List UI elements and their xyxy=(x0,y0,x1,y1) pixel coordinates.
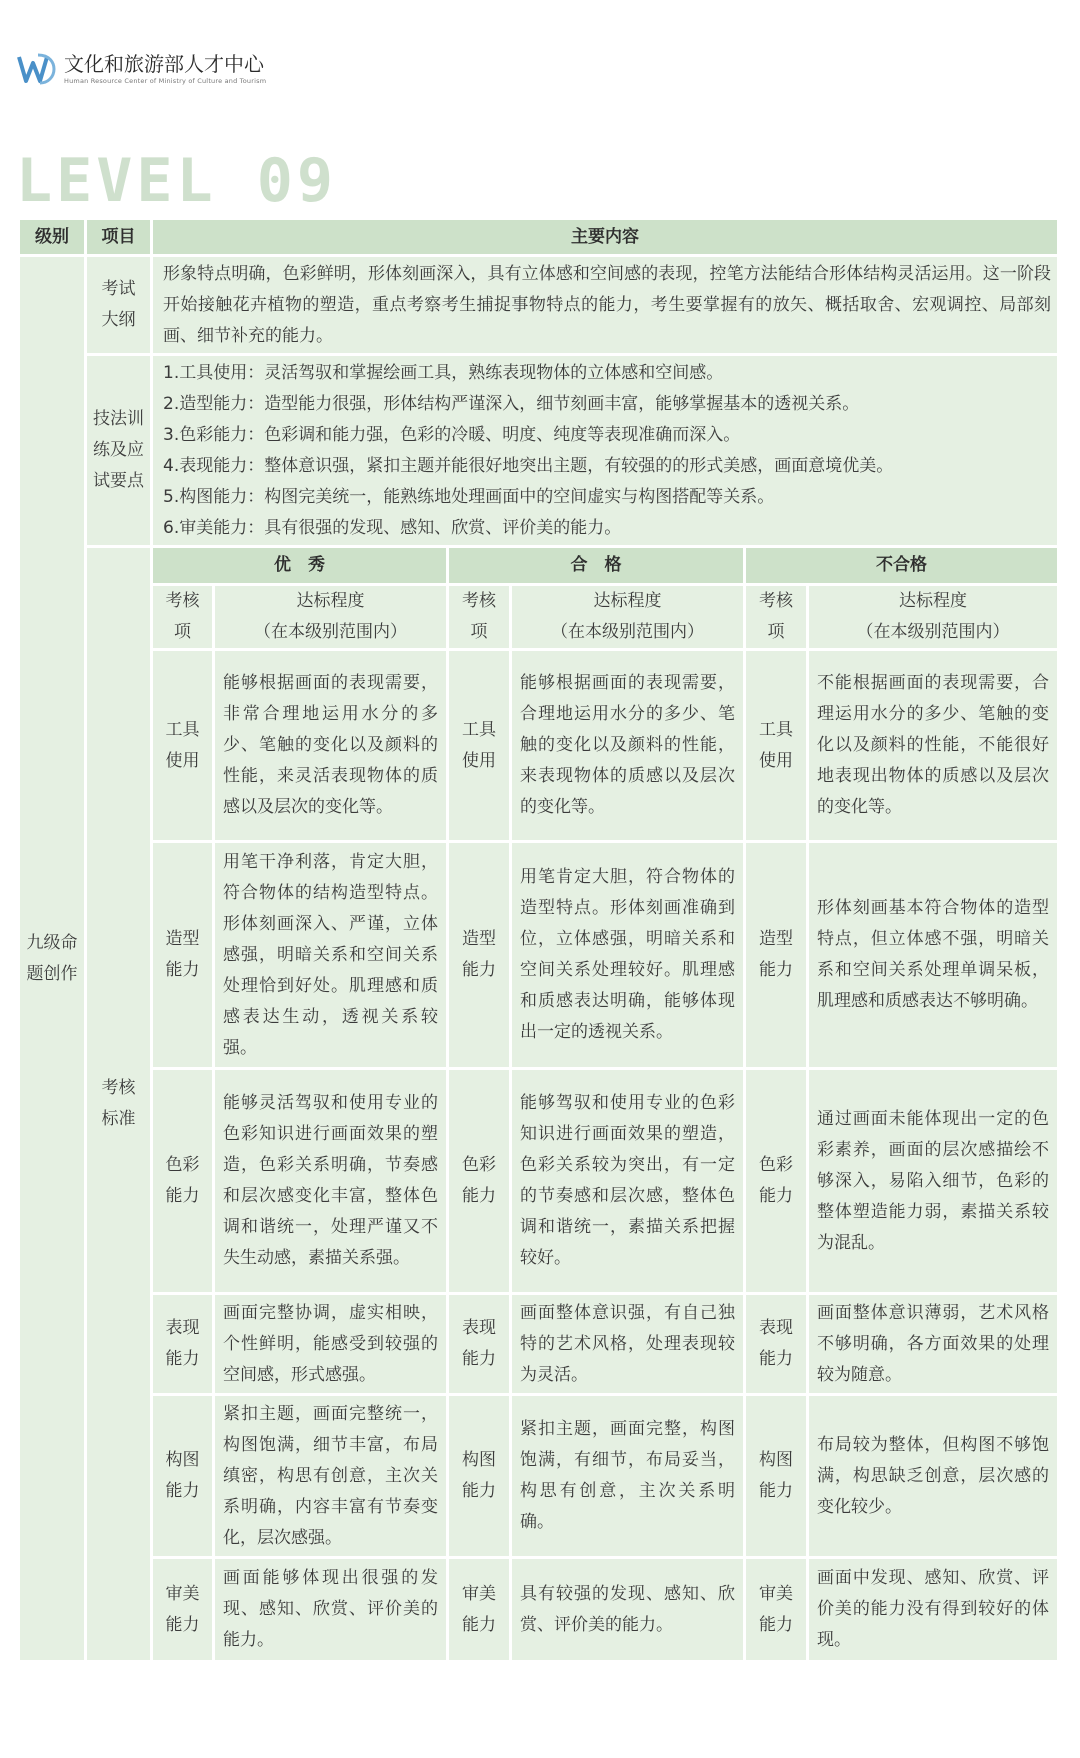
grade-fail: 不合格 xyxy=(746,548,1060,586)
degree-subheader: （在本级别范围内） xyxy=(254,622,407,642)
criteria-excellent: 画面能够体现出很强的发现、感知、欣赏、评价美的能力。 xyxy=(215,1559,449,1663)
skill-point: 2.造型能力：造型能力很强，形体结构严谨深入，细节刻画丰富，能够掌握基本的透视关系。 xyxy=(163,393,860,414)
page-header xyxy=(16,44,266,94)
criteria-item-text: 色彩能力 xyxy=(462,1155,496,1206)
criteria-fail: 画面中发现、感知、欣赏、评价美的能力没有得到较好的体现。 xyxy=(809,1559,1060,1663)
criteria-pass: 用笔肯定大胆，符合物体的造型特点。形体刻画准确到位，立体感强，明暗关系和空间关系处理较好。肌理感和质感表达明确，能够体现出一定的透视关系。 xyxy=(512,843,746,1070)
criteria-item xyxy=(153,651,215,843)
criteria-excellent: 用笔干净利落，肯定大胆，符合物体的结构造型特点。形体刻画深入、严谨，立体感强，明暗关系和空间关系处理恰到好处。肌理感和质感表达生动，透视关系较强。 xyxy=(215,843,449,1070)
criteria-item xyxy=(449,1070,512,1295)
criteria-pass: 能够驾驭和使用专业的色彩知识进行画面效果的塑造，色彩关系较为突出，有一定的节奏感和层次感，整体色调和谐统一，素描关系把握较好。 xyxy=(512,1070,746,1295)
level-name-cell xyxy=(20,257,87,1663)
degree-header-cell xyxy=(215,586,449,651)
item-header: 考核项 xyxy=(759,591,793,642)
outline-text: 形象特点明确，色彩鲜明，形体刻画深入，具有立体感和空间感的表现，控笔方法能结合形体结构灵活运用。这一阶段开始接触花卉植物的塑造，重点考察考生捕捉事物特点的能力，考生要掌握有的放矢、概括取舍、宏观调控、局部刻画、细节补充的能力。 xyxy=(153,257,1060,356)
criteria-item xyxy=(449,1396,512,1559)
header-content: 主要内容 xyxy=(153,220,1060,257)
criteria-item-text: 工具使用 xyxy=(462,719,496,771)
criteria-item xyxy=(153,843,215,1070)
item-header-cell xyxy=(449,586,512,651)
item-header-cell xyxy=(153,586,215,651)
header-level: 级别 xyxy=(20,220,87,257)
degree-subheader: （在本级别范围内） xyxy=(856,622,1010,642)
criteria-item xyxy=(153,1070,215,1295)
org-block xyxy=(64,52,266,86)
criteria-item xyxy=(153,1559,215,1663)
criteria-table xyxy=(20,220,1060,1663)
criteria-excellent: 紧扣主题，画面完整统一，构图饱满，细节丰富，布局缜密，构思有创意，主次关系明确，内容丰富有节奏变化，层次感强。 xyxy=(215,1396,449,1559)
criteria-item-text: 审美能力 xyxy=(165,1583,200,1635)
criteria-item xyxy=(153,1396,215,1559)
criteria-item xyxy=(746,651,809,843)
criteria-item-text: 造型能力 xyxy=(462,929,496,980)
criteria-excellent: 能够根据画面的表现需要，非常合理地运用水分的多少、笔触的变化以及颜料的性能，来灵活表现物体的质感以及层次的变化等。 xyxy=(215,651,449,843)
criteria-item xyxy=(746,1396,809,1559)
criteria-item xyxy=(746,843,809,1070)
item-header: 考核项 xyxy=(462,591,496,642)
criteria-item-text: 构图能力 xyxy=(462,1450,496,1501)
criteria-label-cell xyxy=(87,548,153,1663)
criteria-item-text: 审美能力 xyxy=(462,1583,496,1635)
skills-label: 技法训练及应试要点 xyxy=(93,409,144,491)
org-name: 文化和旅游部人才中心 xyxy=(64,52,264,76)
criteria-pass: 具有较强的发现、感知、欣赏、评价美的能力。 xyxy=(512,1559,746,1663)
grade-excellent: 优 秀 xyxy=(153,548,449,586)
criteria-item-text: 工具使用 xyxy=(759,719,793,771)
criteria-item-text: 表现能力 xyxy=(462,1318,496,1369)
logo-icon xyxy=(16,49,56,89)
criteria-label: 考核标准 xyxy=(101,1078,136,1129)
criteria-excellent: 画面完整协调，虚实相映，个性鲜明，能感受到较强的空间感，形式感强。 xyxy=(215,1295,449,1396)
item-header-cell xyxy=(746,586,809,651)
criteria-item-text: 造型能力 xyxy=(165,929,200,980)
criteria-row xyxy=(20,1396,1060,1559)
criteria-row xyxy=(20,1295,1060,1396)
degree-header: 达标程度 xyxy=(296,591,365,611)
criteria-item-text: 色彩能力 xyxy=(759,1155,793,1206)
criteria-item-text: 审美能力 xyxy=(759,1583,793,1635)
level-name: 九级命题创作 xyxy=(26,932,78,984)
criteria-item-text: 表现能力 xyxy=(759,1318,793,1369)
criteria-fail: 形体刻画基本符合物体的造型特点，但立体感不强，明暗关系和空间关系处理单调呆板，肌理感和质感表达不够明确。 xyxy=(809,843,1060,1070)
criteria-item-text: 色彩能力 xyxy=(165,1155,200,1206)
skill-point: 4.表现能力：整体意识强，紧扣主题并能很好地突出主题，有较强的的形式美感，画面意境优美。 xyxy=(163,455,894,476)
criteria-item xyxy=(449,651,512,843)
header-item: 项目 xyxy=(87,220,153,257)
item-header: 考核项 xyxy=(165,591,200,642)
criteria-row xyxy=(20,1070,1060,1295)
criteria-row xyxy=(20,651,1060,843)
criteria-item-text: 工具使用 xyxy=(165,719,200,771)
skill-point: 1.工具使用：灵活驾驭和掌握绘画工具，熟练表现物体的立体感和空间感。 xyxy=(163,362,724,383)
criteria-item-text: 造型能力 xyxy=(759,929,793,980)
criteria-fail: 布局较为整体，但构图不够饱满，构思缺乏创意，层次感的变化较少。 xyxy=(809,1396,1060,1559)
skill-point: 6.审美能力：具有很强的发现、感知、欣赏、评价美的能力。 xyxy=(163,517,622,538)
criteria-item xyxy=(746,1559,809,1663)
degree-header: 达标程度 xyxy=(593,591,662,611)
degree-header-cell xyxy=(809,586,1060,651)
criteria-item xyxy=(449,843,512,1070)
criteria-row xyxy=(20,1559,1060,1663)
criteria-item xyxy=(153,1295,215,1396)
level-title: LEVEL 09 xyxy=(16,146,337,216)
criteria-fail: 画面整体意识薄弱，艺术风格不够明确，各方面效果的处理较为随意。 xyxy=(809,1295,1060,1396)
criteria-item-text: 表现能力 xyxy=(165,1318,200,1369)
org-subtitle: Human Resource Center of Ministry of Culture and Tourism xyxy=(64,77,267,85)
skills-label-cell xyxy=(87,356,153,548)
criteria-pass: 能够根据画面的表现需要，合理地运用水分的多少、笔触的变化以及颜料的性能，来表现物体的质感以及层次的变化等。 xyxy=(512,651,746,843)
skills-points xyxy=(153,356,1060,548)
criteria-pass: 画面整体意识强，有自己独特的艺术风格，处理表现较为灵活。 xyxy=(512,1295,746,1396)
skill-point: 3.色彩能力：色彩调和能力强，色彩的冷暖、明度、纯度等表现准确而深入。 xyxy=(163,424,741,445)
criteria-row xyxy=(20,843,1060,1070)
criteria-excellent: 能够灵活驾驭和使用专业的色彩知识进行画面效果的塑造，色彩关系明确，节奏感和层次感变化丰富，整体色调和谐统一，处理严谨又不失生动感，素描关系强。 xyxy=(215,1070,449,1295)
criteria-item xyxy=(449,1559,512,1663)
criteria-item xyxy=(746,1295,809,1396)
degree-subheader: （在本级别范围内） xyxy=(551,622,704,642)
criteria-item-text: 构图能力 xyxy=(759,1450,793,1501)
criteria-item-text: 构图能力 xyxy=(165,1450,200,1501)
criteria-item xyxy=(746,1070,809,1295)
degree-header-cell xyxy=(512,586,746,651)
criteria-fail: 不能根据画面的表现需要，合理运用水分的多少、笔触的变化以及颜料的性能，不能很好地表现出物体的质感以及层次的变化等。 xyxy=(809,651,1060,843)
degree-header: 达标程度 xyxy=(899,591,968,611)
criteria-fail: 通过画面未能体现出一定的色彩素养，画面的层次感描绘不够深入，易陷入细节，色彩的整体塑造能力弱，素描关系较为混乱。 xyxy=(809,1070,1060,1295)
skill-point: 5.构图能力：构图完美统一，能熟练地处理画面中的空间虚实与构图搭配等关系。 xyxy=(163,486,775,507)
outline-label-cell xyxy=(87,257,153,356)
criteria-item xyxy=(449,1295,512,1396)
criteria-pass: 紧扣主题，画面完整，构图饱满，有细节，布局妥当，构思有创意，主次关系明确。 xyxy=(512,1396,746,1559)
outline-label: 考试大纲 xyxy=(101,279,136,330)
grade-pass: 合 格 xyxy=(449,548,746,586)
